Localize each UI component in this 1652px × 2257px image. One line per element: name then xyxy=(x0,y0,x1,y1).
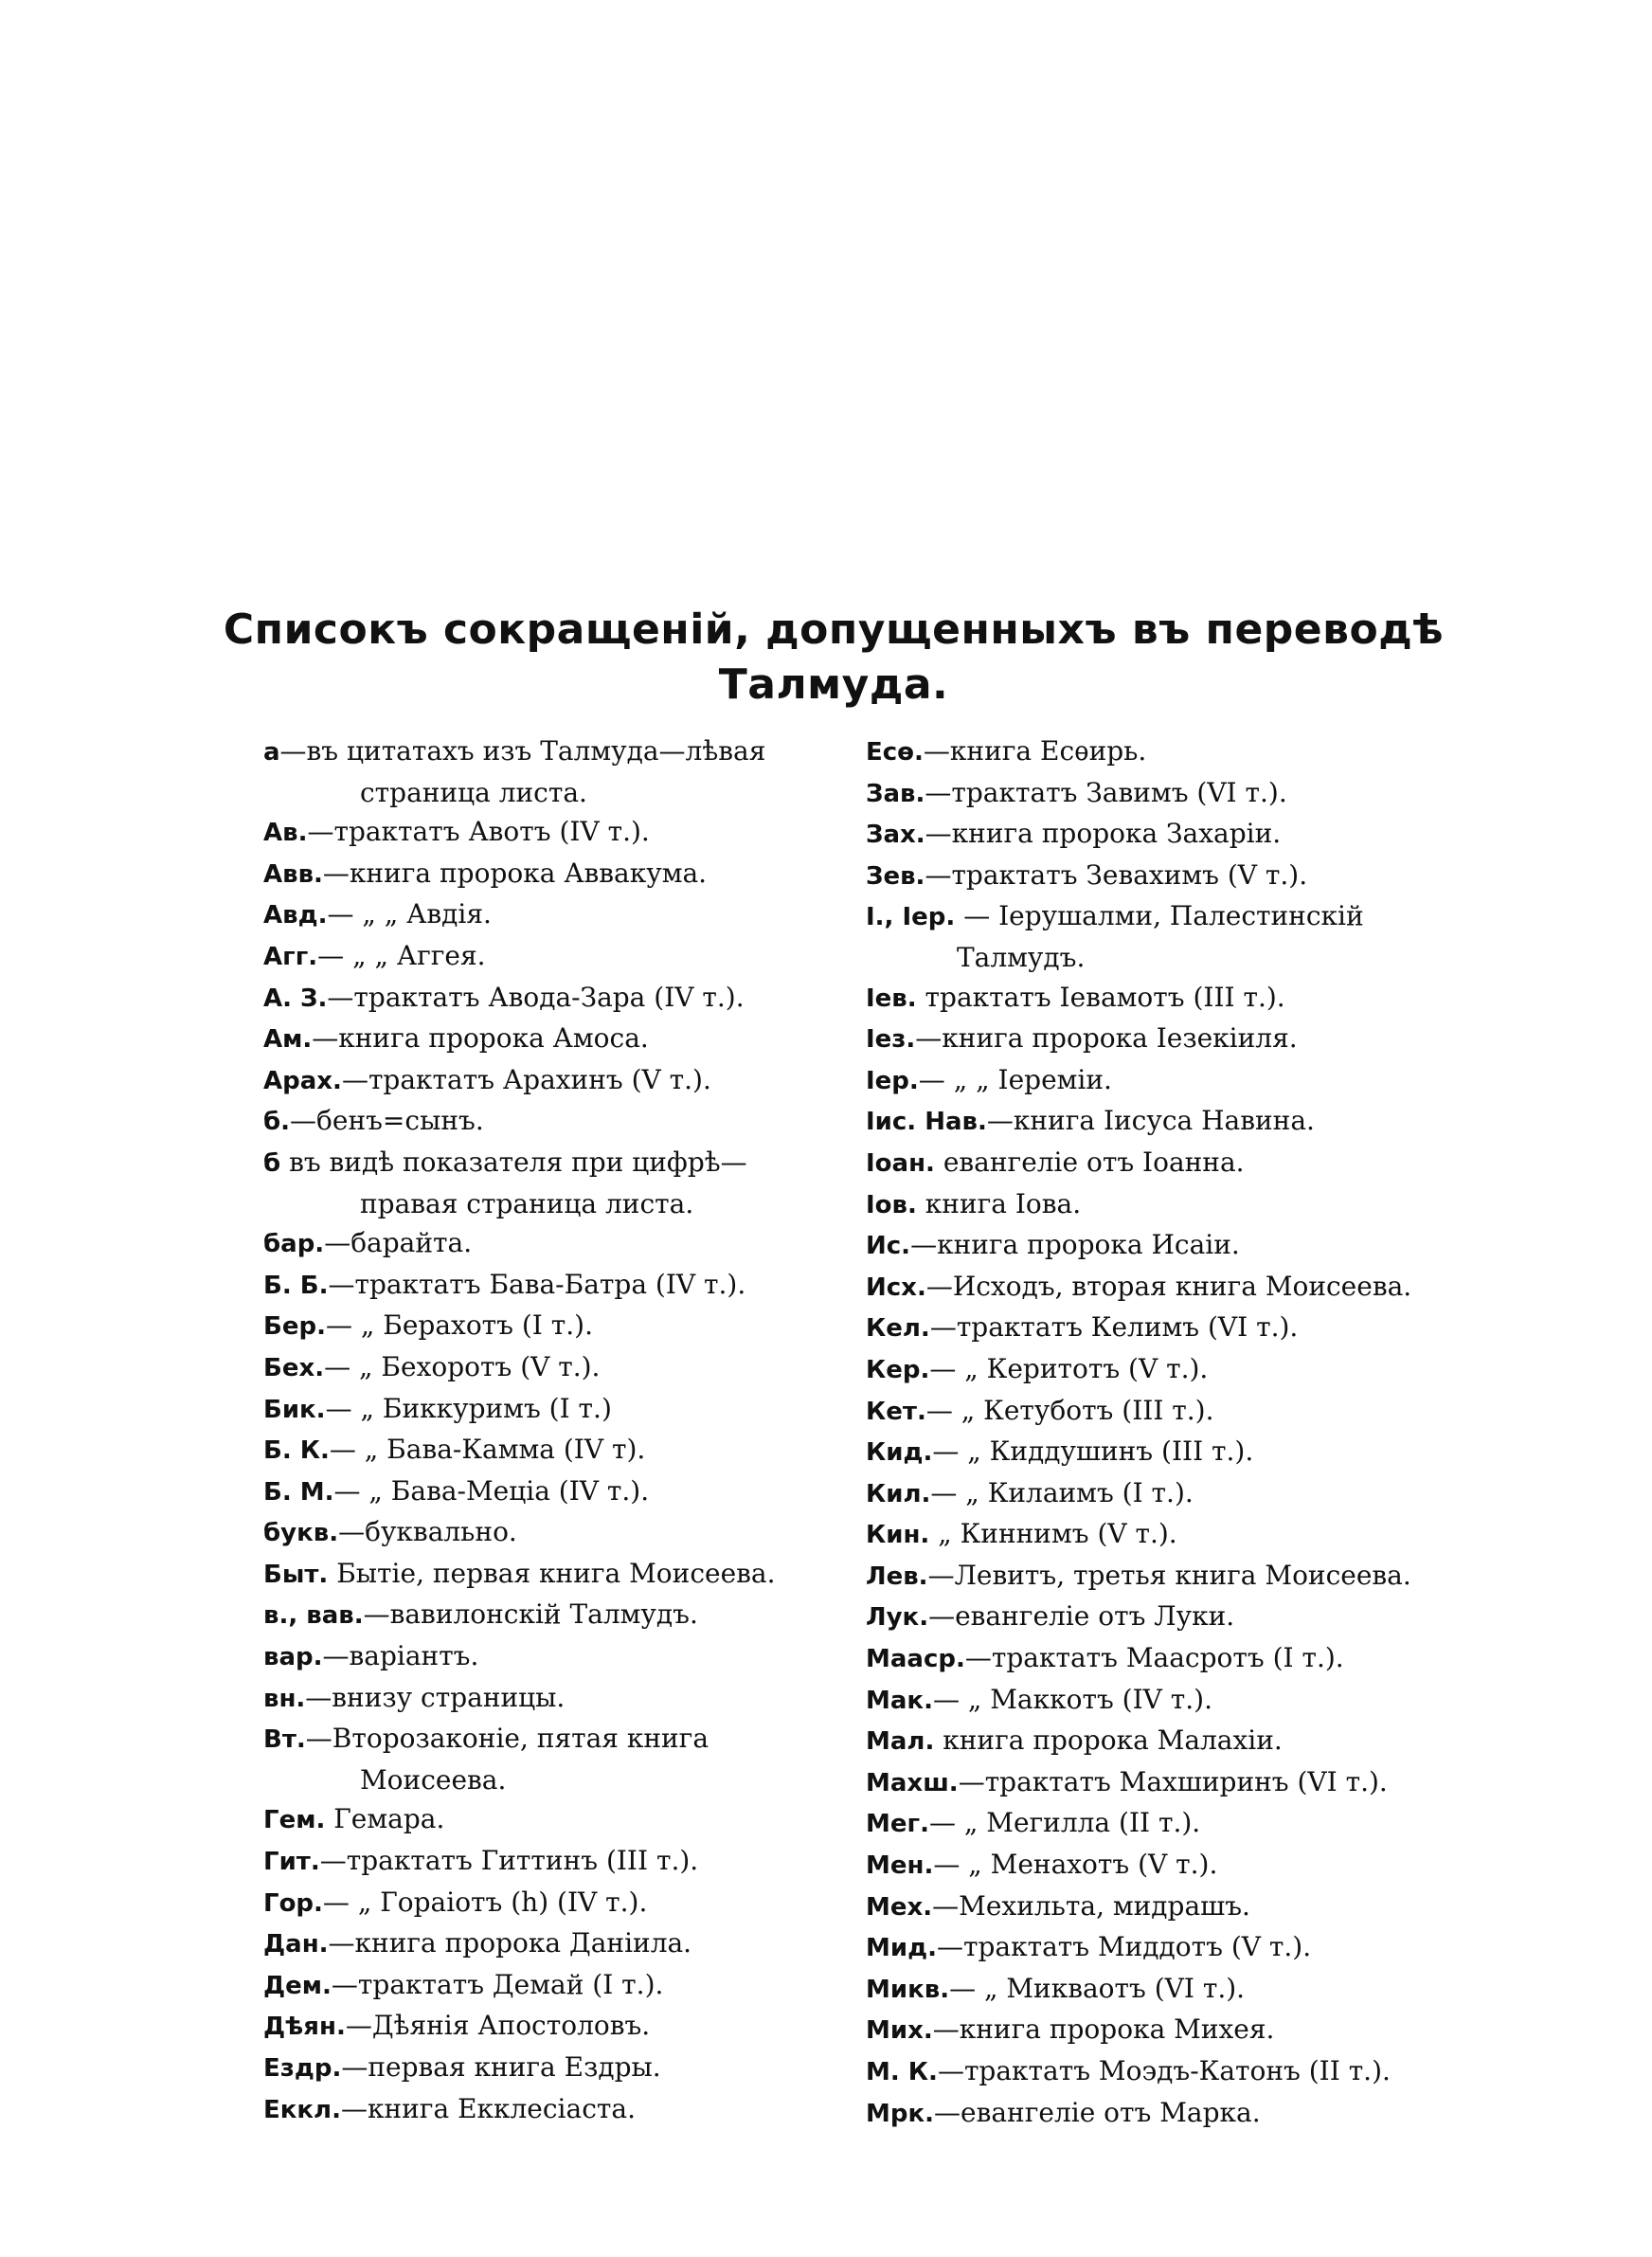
abbreviation: Исх. xyxy=(866,1273,926,1302)
abbreviation: Кид. xyxy=(866,1438,933,1468)
abbreviation: А. З. xyxy=(263,984,328,1013)
definition: —книга пророка Іезекіиля. xyxy=(915,1022,1298,1055)
definition: —варіантъ. xyxy=(322,1640,479,1672)
list-item xyxy=(263,1719,832,1799)
list-item xyxy=(263,1554,832,1596)
list-item xyxy=(263,1595,832,1636)
list-item xyxy=(263,1841,832,1883)
list-item xyxy=(866,978,1472,1020)
list-item xyxy=(263,1389,832,1431)
abbreviation: Микв. xyxy=(866,1975,950,2004)
definition: —трактатъ Зевахимъ (V т.). xyxy=(925,858,1308,891)
list-item xyxy=(866,1638,1472,1680)
definition: — „ Килаимъ (I т.). xyxy=(930,1476,1194,1508)
definition: — „ Менахотъ (V т.). xyxy=(933,1849,1218,1881)
definition: —внизу страницы. xyxy=(305,1681,566,1713)
definition: — „ Кетуботъ (III т.). xyxy=(925,1394,1214,1426)
abbreviation: Ам. xyxy=(263,1025,313,1055)
definition: —буквально. xyxy=(338,1516,517,1548)
abbreviation: Гор. xyxy=(263,1888,323,1918)
list-item xyxy=(263,1678,832,1720)
abbreviation: Дѣян. xyxy=(263,2013,346,2042)
definition: —трактатъ Гиттинъ (III т.). xyxy=(319,1845,699,1877)
definition: —Второзаконіе, пятая книга Моисеева. xyxy=(305,1723,709,1796)
abbreviation: Мих. xyxy=(866,2016,933,2046)
abbreviation: Мрк. xyxy=(866,2099,935,2128)
definition: —трактатъ Махширинъ (VI т.). xyxy=(958,1765,1388,1797)
definition: —трактатъ Авотъ (IV т.). xyxy=(307,816,650,848)
list-item xyxy=(263,1636,832,1678)
list-item xyxy=(866,1432,1472,1473)
abbreviation: Махш. xyxy=(866,1768,959,1797)
abbreviation: Мак. xyxy=(866,1686,933,1715)
list-item xyxy=(866,1887,1472,1928)
definition: книга пророка Малахіи. xyxy=(943,1724,1283,1757)
list-item xyxy=(866,1267,1472,1309)
abbreviation: а xyxy=(263,738,280,767)
list-item xyxy=(866,2093,1472,2135)
definition: —книга Іисуса Навина. xyxy=(986,1105,1315,1137)
definition: въ видѣ показателя при цифрѣ—правая страница листа. xyxy=(289,1146,747,1219)
list-item xyxy=(263,731,832,812)
abbreviation: Дан. xyxy=(263,1930,329,1959)
definition: — „ „ Авдія. xyxy=(327,898,492,930)
list-item xyxy=(263,1143,832,1223)
definition: Бытіе, первая книга Моисеева. xyxy=(336,1557,776,1589)
list-item xyxy=(263,1019,832,1060)
list-item xyxy=(263,1472,832,1513)
list-item xyxy=(866,1060,1472,1102)
left-column xyxy=(263,731,832,2130)
list-item xyxy=(866,1927,1472,1969)
definition: —барайта. xyxy=(324,1227,473,1259)
abbreviation: Мид. xyxy=(866,1934,937,1963)
abbreviation: Зах. xyxy=(866,821,925,850)
list-item xyxy=(866,1597,1472,1638)
abbreviation: Агг. xyxy=(263,942,318,971)
list-item xyxy=(866,1969,1472,2011)
page-title xyxy=(152,603,1516,713)
abbreviation: Гем. xyxy=(263,1806,326,1835)
list-item xyxy=(866,814,1472,856)
abbreviation: Мааср. xyxy=(866,1645,965,1674)
list-item xyxy=(866,1308,1472,1349)
definition: —трактатъ Арахинъ (V т.). xyxy=(341,1063,711,1095)
abbreviation: Авв. xyxy=(263,859,323,889)
definition: — „ Мегилла (II т.). xyxy=(928,1807,1201,1839)
definition: —книга пророка Амоса. xyxy=(312,1022,649,1055)
definition: —трактатъ Демай (I т.). xyxy=(331,1968,664,2000)
definition: —евангеліе отъ Луки. xyxy=(928,1600,1235,1633)
definition: — „ Киддушинъ (III т.). xyxy=(932,1435,1254,1468)
definition: Гемара. xyxy=(333,1803,445,1835)
list-item xyxy=(866,1101,1472,1143)
list-item xyxy=(263,812,832,854)
abbreviation: Авд. xyxy=(263,901,328,930)
abbreviation: Іез. xyxy=(866,1025,916,1055)
definition: — „ Берахотъ (I т.). xyxy=(325,1309,593,1342)
list-item xyxy=(263,1923,832,1965)
abbreviation: І., Іер. xyxy=(866,903,956,932)
list-item xyxy=(866,1721,1472,1762)
list-item xyxy=(866,2010,1472,2051)
definition: —книга пророка Аввакума. xyxy=(322,857,708,889)
list-item xyxy=(866,1391,1472,1433)
list-item xyxy=(866,1019,1472,1060)
abbreviation: Мен. xyxy=(866,1851,934,1881)
list-item xyxy=(263,1799,832,1841)
abbreviation: вар. xyxy=(263,1643,323,1672)
abbreviation: Кил. xyxy=(866,1479,931,1508)
list-item xyxy=(263,1430,832,1472)
list-item xyxy=(263,1965,832,2007)
list-item xyxy=(263,2048,832,2089)
definition: —книга Екклесіаста. xyxy=(340,2092,636,2124)
abbreviation: Дем. xyxy=(263,1971,332,2000)
abbreviation: Мех. xyxy=(866,1892,933,1922)
abbreviation: Кер. xyxy=(866,1355,930,1384)
list-item xyxy=(866,731,1472,773)
definition: —трактатъ Моэдъ-Катонъ (II т.). xyxy=(937,2055,1391,2086)
right-column xyxy=(866,731,1472,2134)
list-item xyxy=(866,1184,1472,1226)
definition: — „ „ Аггея. xyxy=(317,939,486,971)
abbreviation: Ездр. xyxy=(263,2054,342,2083)
definition: — Іерушалми, Палестинскій Талмудъ. xyxy=(957,900,1364,973)
list-item xyxy=(866,1680,1472,1722)
abbreviation: Іер. xyxy=(866,1066,919,1095)
definition: „ Киннимъ (V т.). xyxy=(938,1518,1177,1550)
list-item xyxy=(866,1473,1472,1515)
definition: — „ Гораіотъ (h) (IV т.). xyxy=(322,1886,648,1918)
abbreviation: Бик. xyxy=(263,1395,326,1424)
definition: —книга пророка Михея. xyxy=(932,2013,1275,2046)
definition: —Мехильта, мидрашъ. xyxy=(932,1889,1250,1922)
list-item xyxy=(866,1762,1472,1804)
list-item xyxy=(263,1512,832,1554)
list-item xyxy=(263,1347,832,1389)
definition: — „ Микваотъ (VI т.). xyxy=(949,1972,1246,2004)
abbreviation: бар. xyxy=(263,1230,325,1259)
abbreviation: Арах. xyxy=(263,1066,342,1095)
abbreviation: Іис. Нав. xyxy=(866,1108,987,1137)
list-item xyxy=(263,936,832,978)
abbreviation: Б. Б. xyxy=(263,1271,329,1300)
definition: —въ цитатахъ изъ Талмуда—лѣвая страница листа. xyxy=(279,735,766,808)
definition: —трактатъ Келимъ (VI т.). xyxy=(929,1311,1299,1344)
definition: — „ Керитотъ (V т.). xyxy=(929,1352,1209,1384)
abbreviation: вн. xyxy=(263,1684,306,1713)
abbreviation: Б. М. xyxy=(263,1477,334,1507)
definition: книга Іова. xyxy=(925,1187,1082,1219)
definition: —первая книга Ездры. xyxy=(341,2051,661,2083)
list-item xyxy=(263,894,832,936)
abbreviation: Бех. xyxy=(263,1353,325,1382)
list-item xyxy=(866,856,1472,897)
abbreviation: Бер. xyxy=(263,1312,326,1342)
title-line-2: Талмуда. xyxy=(718,660,949,709)
definition: —евангеліе отъ Марка. xyxy=(934,2096,1261,2128)
list-item xyxy=(263,854,832,895)
abbreviation: Кет. xyxy=(866,1397,926,1426)
list-item xyxy=(866,2051,1472,2093)
definition: —Дѣянія Апостоловъ. xyxy=(345,2010,651,2042)
abbreviation: Лев. xyxy=(866,1562,928,1591)
definition: — „ Бехоротъ (V т.). xyxy=(324,1350,601,1382)
list-item xyxy=(866,1845,1472,1887)
list-item xyxy=(263,1101,832,1143)
definition: — „ „ Іереміи. xyxy=(918,1063,1112,1095)
abbreviation: М. К. xyxy=(866,2058,938,2086)
list-item xyxy=(866,1556,1472,1598)
definition: —трактатъ Маасротъ (I т.). xyxy=(964,1642,1344,1674)
abbreviation: Лук. xyxy=(866,1603,929,1633)
abbreviation: Кел. xyxy=(866,1314,930,1344)
abbreviation: Быт. xyxy=(263,1560,329,1589)
abbreviation: Гит. xyxy=(263,1848,320,1877)
list-item xyxy=(263,1883,832,1924)
title-line-1: Списокъ сокращеній, допущенныхъ въ переводѣ xyxy=(223,605,1445,654)
list-item xyxy=(263,2006,832,2048)
list-item xyxy=(866,1803,1472,1845)
list-item xyxy=(866,1349,1472,1391)
abbreviation: Кин. xyxy=(866,1521,930,1550)
definition: евангеліе отъ Іоанна. xyxy=(943,1146,1245,1178)
definition: —трактатъ Завимъ (VI т.). xyxy=(925,776,1287,808)
definition: —книга пророка Исаіи. xyxy=(910,1229,1240,1261)
abbreviation: в., вав. xyxy=(263,1601,364,1631)
definition: —бенъ=сынъ. xyxy=(290,1105,484,1137)
definition: —трактатъ Авода-Зара (IV т.). xyxy=(327,981,745,1013)
abbreviation: Мал. xyxy=(866,1727,935,1757)
abbreviation: Ав. xyxy=(263,819,308,848)
list-item xyxy=(866,1143,1472,1184)
definition: трактатъ Іевамотъ (III т.). xyxy=(925,981,1285,1013)
list-item xyxy=(866,1514,1472,1556)
definition: — „ Бава-Меціа (IV т.). xyxy=(333,1474,650,1507)
abbreviation: б. xyxy=(263,1108,291,1137)
definition: —трактатъ Бава-Батра (IV т.). xyxy=(328,1268,746,1300)
abbreviation: букв. xyxy=(263,1519,339,1548)
abbreviation: Есѳ. xyxy=(866,738,924,767)
list-item xyxy=(866,1225,1472,1267)
abbreviation: Іов. xyxy=(866,1190,917,1219)
list-item xyxy=(263,1060,832,1102)
definition: —книга пророка Захаріи. xyxy=(925,818,1282,850)
abbreviation: Зав. xyxy=(866,779,925,808)
definition: — „ Биккуримъ (I т.) xyxy=(325,1392,612,1424)
list-item xyxy=(263,1306,832,1347)
abbreviation: Ис. xyxy=(866,1232,911,1261)
list-item xyxy=(263,2089,832,2131)
definition: —книга Есѳирь. xyxy=(923,735,1147,767)
definition: —Левитъ, третья книга Моисеева. xyxy=(927,1559,1411,1591)
definition: —Исходъ, вторая книга Моисеева. xyxy=(925,1270,1412,1302)
list-item xyxy=(866,773,1472,815)
list-item xyxy=(263,1265,832,1307)
definition: —вавилонскій Талмудъ. xyxy=(363,1598,698,1631)
list-item xyxy=(263,1223,832,1265)
list-item xyxy=(866,896,1472,977)
abbreviation: Зев. xyxy=(866,861,925,891)
list-item xyxy=(263,978,832,1020)
abbreviation: Мег. xyxy=(866,1810,929,1839)
definition: — „ Маккотъ (IV т.). xyxy=(932,1683,1213,1715)
definition: —трактатъ Миддотъ (V т.). xyxy=(936,1931,1312,1963)
abbreviation: Еккл. xyxy=(263,2095,341,2124)
abbreviation: Б. К. xyxy=(263,1436,330,1466)
abbreviation: б xyxy=(263,1148,281,1178)
abbreviation: Вт. xyxy=(263,1725,306,1755)
abbreviation: Іоан. xyxy=(866,1148,935,1178)
abbreviation: Іев. xyxy=(866,984,917,1013)
definition: — „ Бава-Камма (IV т). xyxy=(329,1434,646,1466)
definition: —книга пророка Даніила. xyxy=(328,1927,692,1959)
